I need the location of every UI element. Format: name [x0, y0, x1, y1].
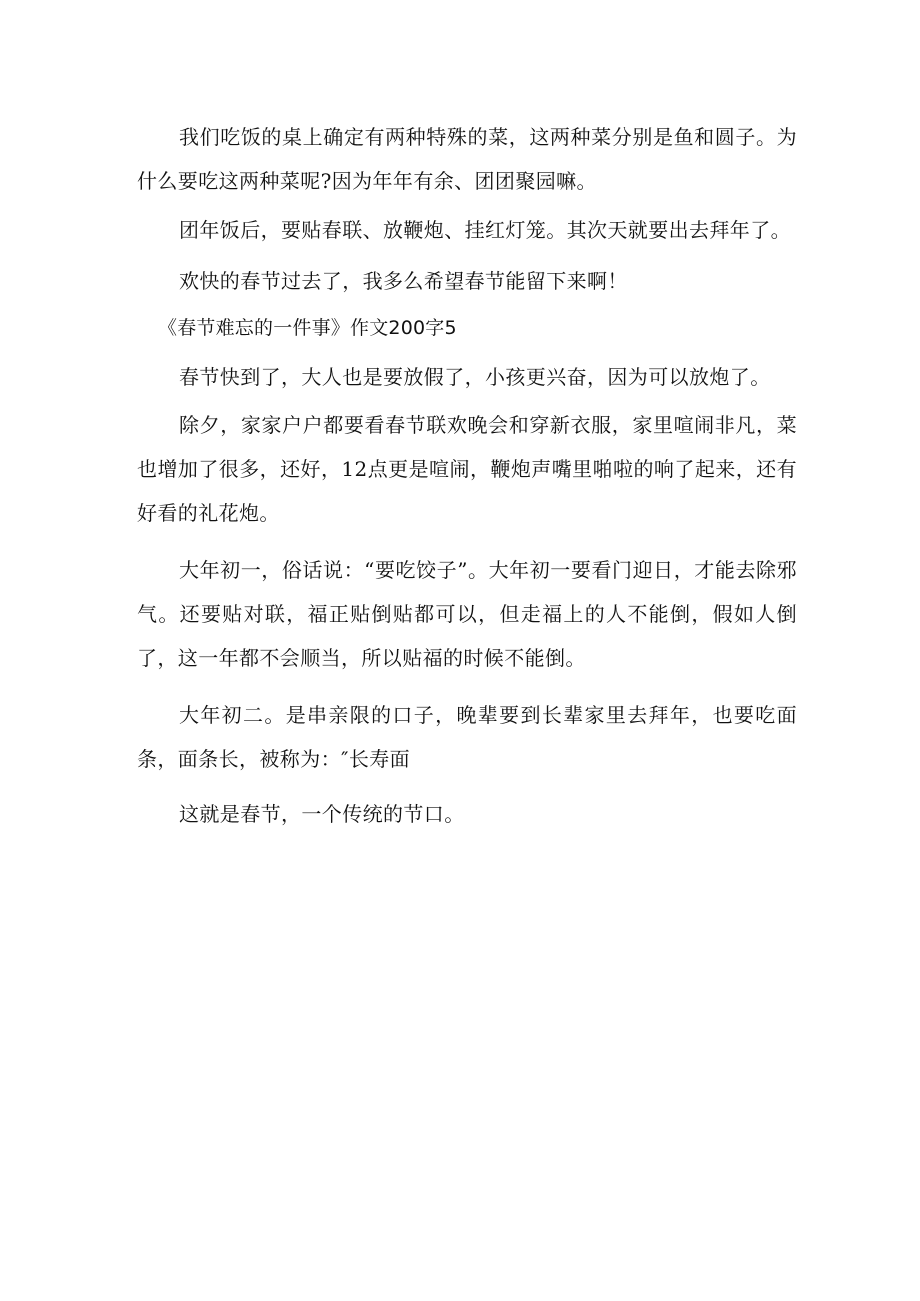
paragraph-conclusion: 这就是春节，一个传统的节口。: [179, 802, 465, 826]
essay-heading: 《春节难忘的一件事》作文200字5: [158, 317, 457, 339]
paragraph-second-day: 大年初二。是串亲限的口子，晚辈要到长辈家里去拜年，也要吃面条，面条长，被称为：″长寿面: [137, 703, 797, 771]
paragraph-festival-coming: 春节快到了，大人也是要放假了，小孩更兴奋，因为可以放炮了。: [179, 365, 771, 389]
paragraph-fish-and-balls: 我们吃饭的桌上确定有两种特殊的菜，这两种菜分别是鱼和圆子。为什么要吃这两种菜呢?因为年年有余、团团聚园嘛。: [137, 125, 797, 193]
paragraph-first-day: 大年初一，俗话说：“要吃饺子”。大年初一要看门迎日，才能去除邪气。还要贴对联，福正贴倒贴都可以，但走福上的人不能倒，假如人倒了，这一年都不会顺当，所以贴福的时候不能倒。: [137, 558, 797, 670]
paragraph-new-years-eve: 除夕，家家户户都要看春节联欢晚会和穿新衣服，家里喧闹非凡，菜也增加了很多，还好，12点更是喧闹，鞭炮声嘴里啪啦的响了起来，还有好看的礼花炮。: [137, 413, 797, 525]
paragraph-after-reunion-dinner: 团年饭后，要贴春联、放鞭炮、挂红灯笼。其次天就要出去拜年了。: [179, 218, 791, 242]
paragraph-festival-passed: 欢快的春节过去了，我多么希望春节能留下来啊！: [179, 269, 628, 293]
